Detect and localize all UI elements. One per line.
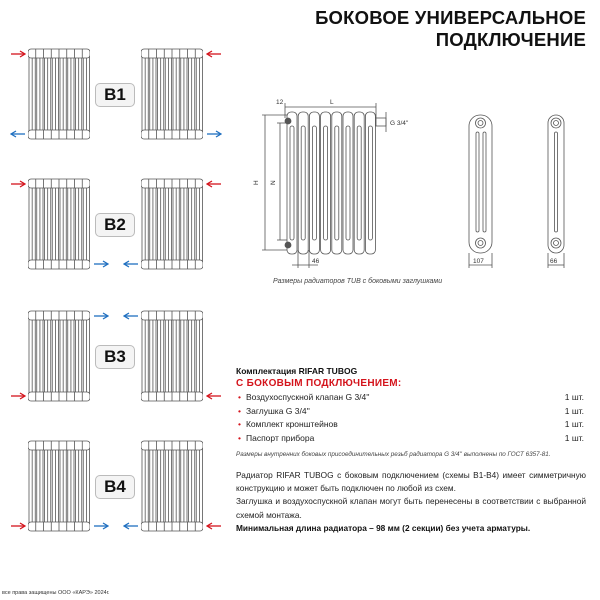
kit-heading: Комплектация RIFAR TUBOG <box>236 366 358 376</box>
dim-66: 66 <box>550 258 558 265</box>
scheme-badge: B1 <box>95 83 135 107</box>
radiator-right <box>141 178 203 270</box>
return-arrow-icon <box>10 130 26 138</box>
supply-arrow-icon <box>206 50 222 58</box>
return-arrow-icon <box>93 312 109 320</box>
scheme-badge: B2 <box>95 213 135 237</box>
scheme-badge: B4 <box>95 475 135 499</box>
copyright: все права защищены ООО «КАРЭ» 2024г. <box>2 590 110 596</box>
bullet-icon: • <box>238 405 241 416</box>
thread-note: Размеры внутренних боковых присоединительных резьб радиатора G 3/4'' выполнены по ГОСТ 6357-81. <box>236 451 551 458</box>
radiator-left <box>28 440 90 532</box>
drawing-caption: Размеры радиаторов TUB с боковыми заглушками <box>273 278 443 285</box>
dim-height: H <box>253 180 260 185</box>
supply-arrow-icon <box>206 180 222 188</box>
page-title: БОКОВОЕ УНИВЕРСАЛЬНОЕ ПОДКЛЮЧЕНИЕ <box>315 7 586 50</box>
radiator-right <box>141 48 203 140</box>
supply-arrow-icon <box>10 50 26 58</box>
supply-arrow-icon <box>10 392 26 400</box>
kit-list <box>236 391 584 445</box>
return-arrow-icon <box>123 312 139 320</box>
return-arrow-icon <box>123 522 139 530</box>
dim-12: 12 <box>276 99 284 106</box>
radiator-left <box>28 48 90 140</box>
bullet-icon: • <box>238 419 241 429</box>
thread-label: G 3/4'' <box>390 120 409 127</box>
return-arrow-icon <box>123 260 139 268</box>
list-item: • Заглушка G 3/4'' 1 шт. <box>238 405 584 416</box>
bullet-icon: • <box>238 392 241 402</box>
return-arrow-icon <box>93 260 109 268</box>
radiator-right <box>141 310 203 402</box>
list-item: • Комплект кронштейнов 1 шт. <box>238 419 584 429</box>
supply-arrow-icon <box>10 522 26 530</box>
bullet-icon: • <box>238 432 241 443</box>
return-arrow-icon <box>206 130 222 138</box>
dim-length: L <box>330 99 334 106</box>
technical-drawing <box>240 90 600 290</box>
radiator-right <box>141 440 203 532</box>
kit-subheading: С БОКОВЫМ ПОДКЛЮЧЕНИЕМ: <box>236 378 402 389</box>
dim-center: N <box>270 180 277 185</box>
radiator-left <box>28 310 90 402</box>
dim-46: 46 <box>312 258 320 265</box>
supply-arrow-icon <box>206 392 222 400</box>
description: Радиатор RIFAR TUBOG с боковым подключением (схемы B1-B4) имеет симметричную конструкцию и может быть подключен по любой из схем. Заглушка и воздухоспускной клапан могут быть перенесены в соответствии с выбранной схемой монтажа. Минимальная длина радиатора – 98 мм (2 секции) без учета арматуры. <box>236 470 586 533</box>
radiator-left <box>28 178 90 270</box>
return-arrow-icon <box>93 522 109 530</box>
supply-arrow-icon <box>10 180 26 188</box>
list-item: • Воздухоспускной клапан G 3/4'' 1 шт. <box>238 392 584 402</box>
dim-107: 107 <box>473 258 484 265</box>
kit-section <box>236 366 584 458</box>
supply-arrow-icon <box>206 522 222 530</box>
list-item: • Паспорт прибора 1 шт. <box>238 432 584 443</box>
scheme-badge: B3 <box>95 345 135 369</box>
